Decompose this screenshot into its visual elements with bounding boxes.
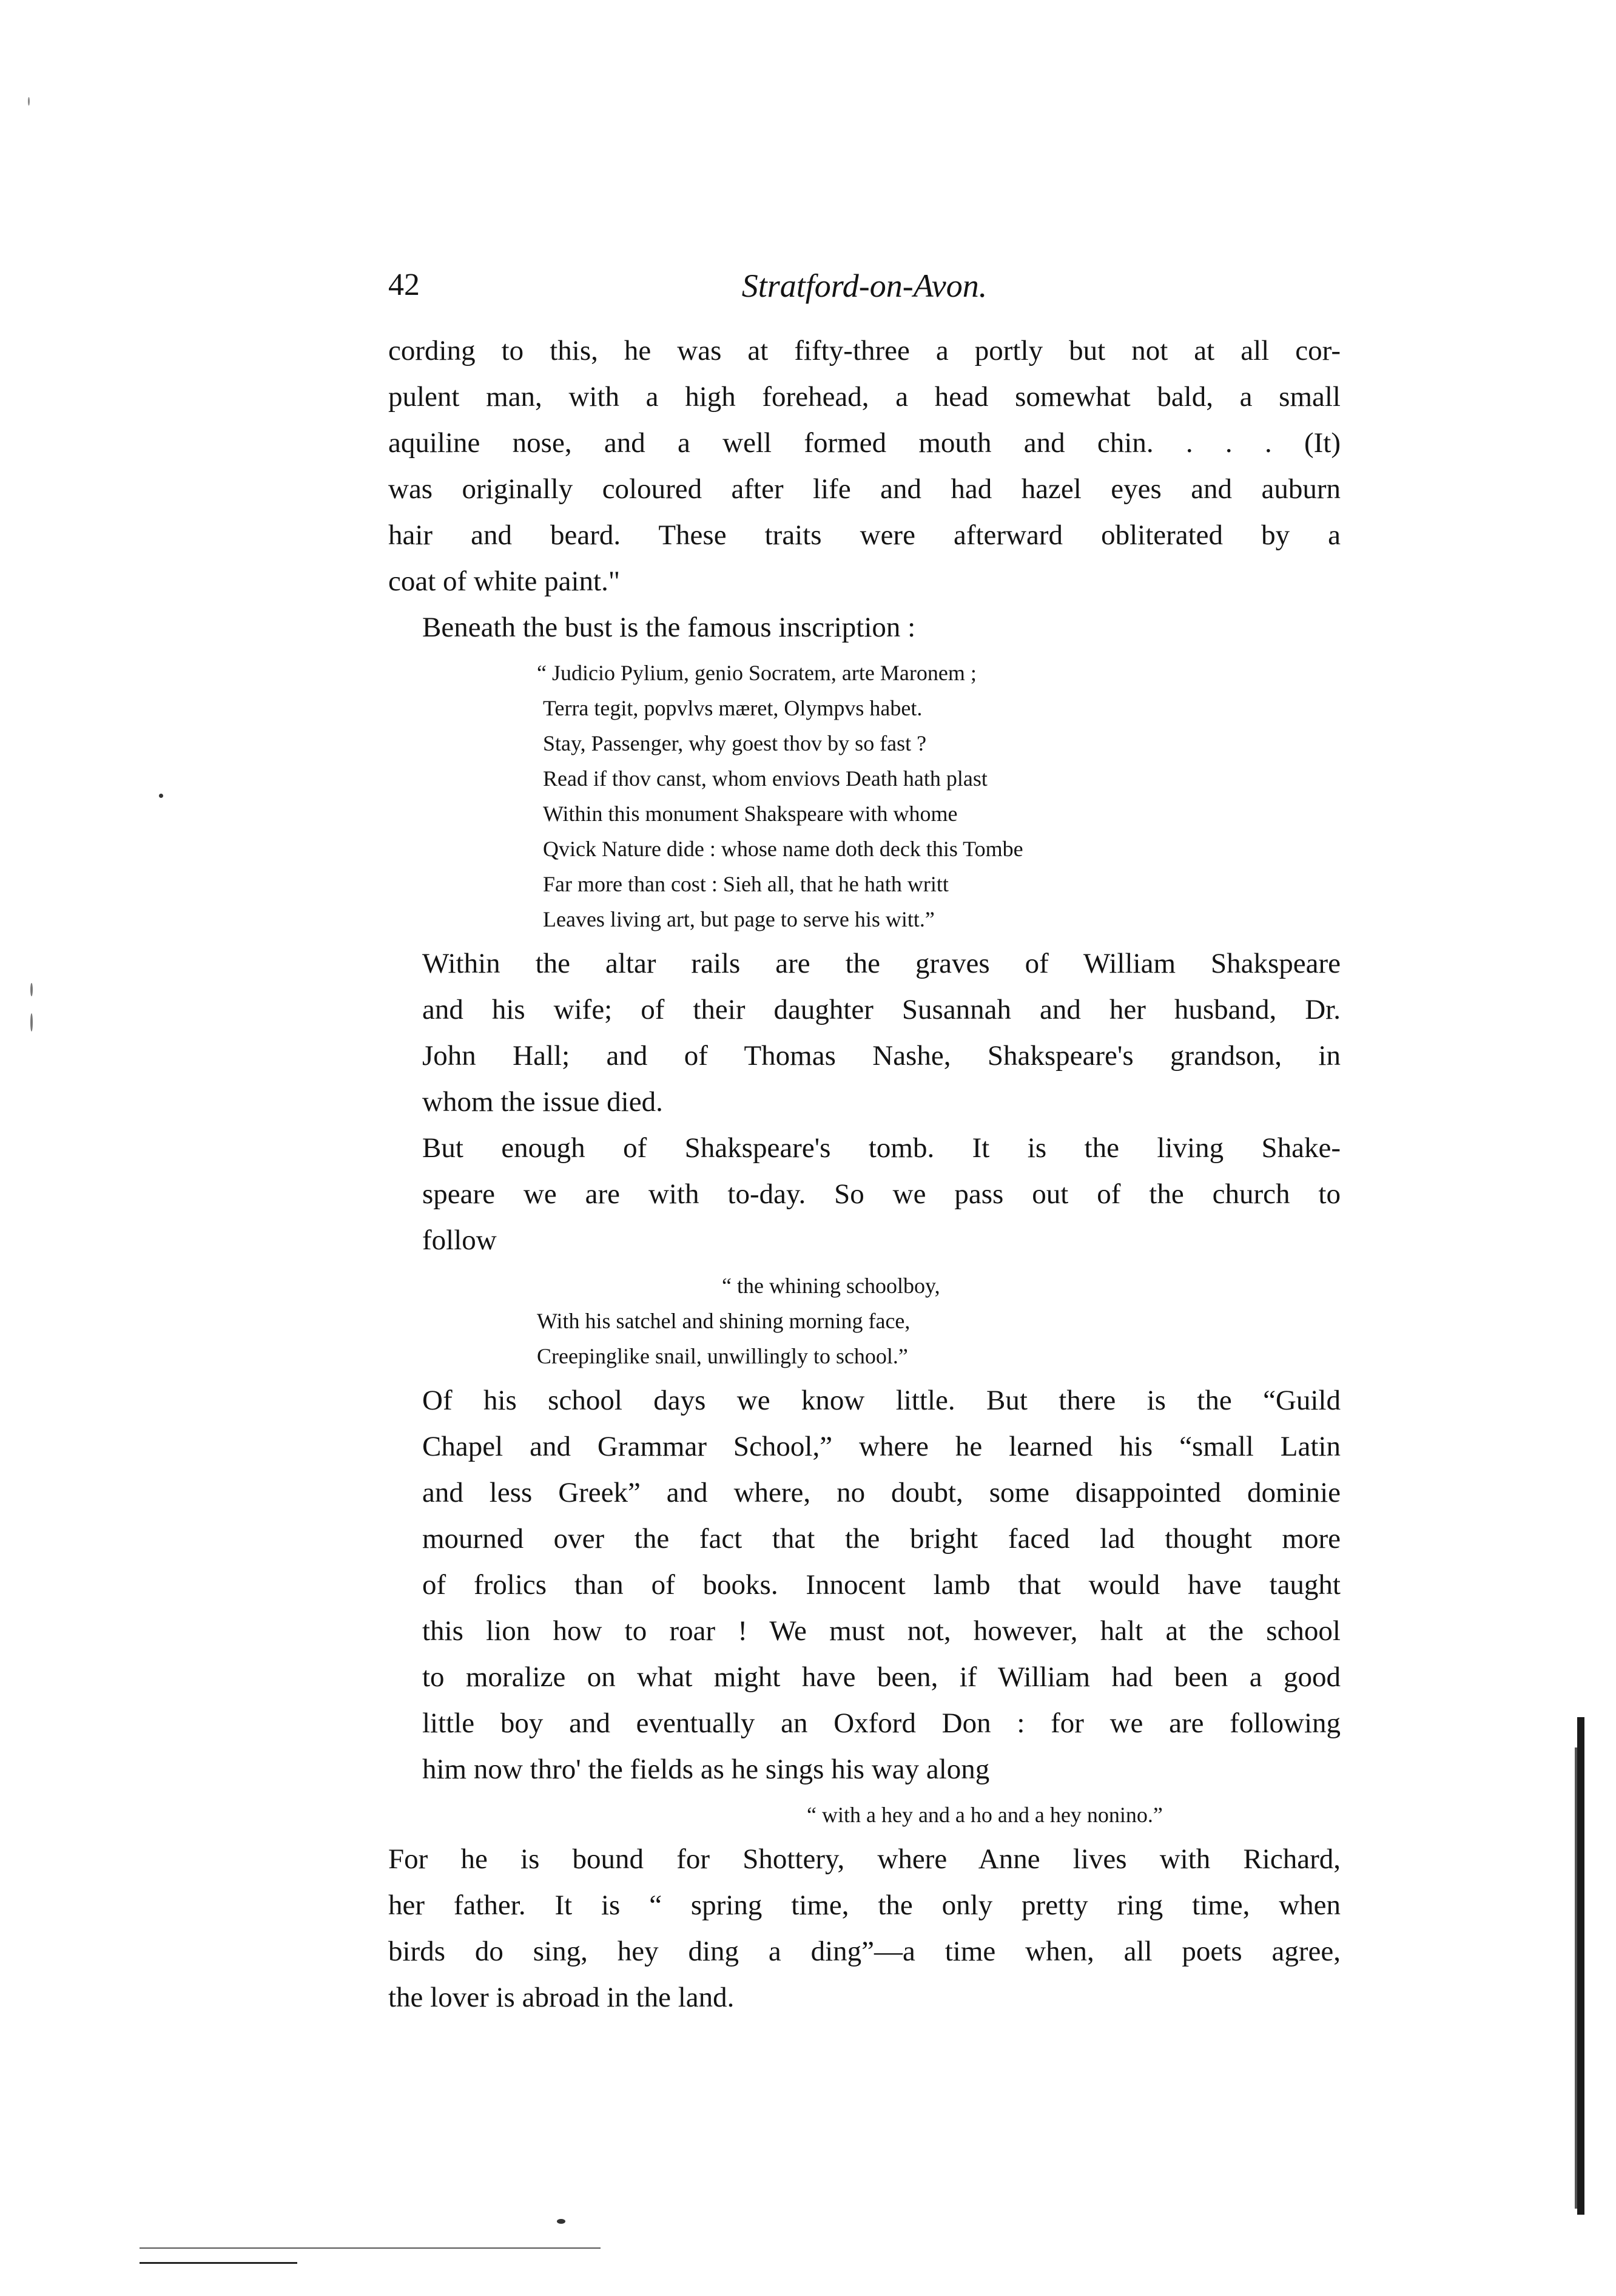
text-line: follow [422, 1224, 497, 1256]
running-title: Stratford-on-Avon. [741, 268, 988, 304]
verse-line: Creepinglike snail, unwillingly to school.” [537, 1344, 908, 1368]
verse-line: “ with a hey and a ho and a hey nonino.” [807, 1803, 1163, 1827]
text-line: him now thro' the fields as he sings his way along [422, 1754, 990, 1785]
scan-bottom-rule [140, 2247, 601, 2249]
text-line: and less Greek” and where, no doubt, some disappointed dominie [422, 1477, 1341, 1508]
paragraph-inscription-intro [388, 604, 1341, 650]
text-line: But enough of Shakspeare's tomb. It is the living Shake- [422, 1132, 1341, 1164]
text-line: little boy and eventually an Oxford Don : for we are following [422, 1707, 1341, 1739]
paragraph-living-shakespeare [388, 1125, 1341, 1263]
text-line: Chapel and Grammar School,” where he learned his “small Latin [422, 1431, 1341, 1462]
text-line: was originally coloured after life and had hazel eyes and auburn [388, 473, 1341, 505]
scan-speck [30, 983, 33, 996]
text-line: to moralize on what might have been, if William had been a good [422, 1661, 1341, 1693]
verse-line: Terra tegit, popvlvs mæret, Olympvs habet. [543, 696, 923, 720]
paragraph-school-days [388, 1377, 1341, 1792]
text-line: of frolics than of books. Innocent lamb that would have taught [422, 1569, 1341, 1601]
text-line: Beneath the bust is the famous inscription : [422, 612, 916, 643]
body-text [388, 328, 1341, 2021]
text-line: her father. It is “ spring time, the only pretty ring time, when [388, 1889, 1341, 1921]
running-head [388, 267, 1341, 309]
text-line: pulent man, with a high forehead, a head somewhat bald, a small [388, 381, 1341, 413]
hey-nonino-verse [388, 1797, 1341, 1832]
scan-bottom-rule [140, 2262, 297, 2264]
verse-line: “ the whining schoolboy, [722, 1274, 940, 1298]
inscription-verse [388, 655, 1341, 937]
verse-line: Leaves living art, but page to serve his witt.” [543, 907, 935, 931]
text-line: Within the altar rails are the graves of William Shakspeare [422, 948, 1341, 979]
text-line: Of his school days we know little. But there is the “Guild [422, 1385, 1341, 1416]
text-line: coat of white paint." [388, 566, 621, 597]
text-line: and his wife; of their daughter Susannah and her husband, Dr. [422, 994, 1341, 1025]
text-line: the lover is abroad in the land. [388, 1982, 735, 2013]
text-line: speare we are with to-day. So we pass out of the church to [422, 1178, 1341, 1210]
paragraph-shottery [388, 1836, 1341, 2021]
text-line: hair and beard. These traits were afterward obliterated by a [388, 519, 1341, 551]
scan-speck [159, 794, 163, 798]
scan-speck [30, 1013, 33, 1032]
verse-line: Read if thov canst, whom enviovs Death hath plast [543, 766, 988, 791]
page-number: 42 [388, 268, 420, 302]
verse-line: Far more than cost : Sieh all, that he hath writt [543, 872, 949, 896]
schoolboy-verse [388, 1268, 1341, 1374]
text-line: aquiline nose, and a well formed mouth and chin. . . . (It) [388, 427, 1341, 459]
text-line: mourned over the fact that the bright faced lad thought more [422, 1523, 1341, 1555]
text-line: birds do sing, hey ding a ding”—a time when, all poets agree, [388, 1936, 1341, 1967]
verse-line: Within this monument Shakspeare with whome [543, 802, 958, 826]
scan-edge-shadow [1575, 1747, 1577, 2209]
paragraph-graves [388, 940, 1341, 1125]
text-line: cording to this, he was at fifty-three a portly but not at all cor- [388, 335, 1341, 366]
scan-edge-shadow [1577, 1717, 1584, 2215]
paragraph-bust-description [388, 328, 1341, 604]
verse-line: “ Judicio Pylium, genio Socratem, arte Maronem ; [537, 661, 977, 685]
text-line: whom the issue died. [422, 1086, 663, 1118]
verse-line: Qvick Nature dide : whose name doth deck this Tombe [543, 837, 1023, 861]
verse-line: With his satchel and shining morning face, [537, 1309, 911, 1333]
scan-speck [28, 97, 30, 106]
scan-speck [557, 2219, 565, 2224]
verse-line: Stay, Passenger, why goest thov by so fast ? [543, 731, 927, 755]
text-line: For he is bound for Shottery, where Anne lives with Richard, [388, 1843, 1341, 1875]
text-line: John Hall; and of Thomas Nashe, Shakspeare's grandson, in [422, 1040, 1341, 1072]
text-line: this lion how to roar ! We must not, however, halt at the school [422, 1615, 1341, 1647]
